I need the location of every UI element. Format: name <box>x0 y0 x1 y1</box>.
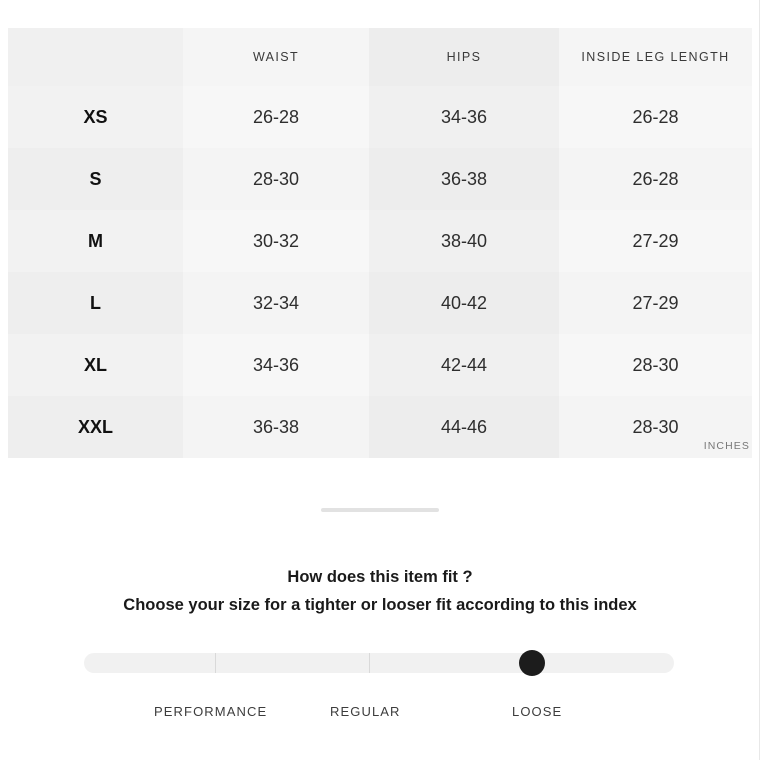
cell-hips: 40-42 <box>369 272 559 334</box>
column-header-size <box>8 28 183 86</box>
column-header-waist: WAIST <box>183 28 369 86</box>
cell-hips: 34-36 <box>369 86 559 148</box>
column-header-hips: HIPS <box>369 28 559 86</box>
fit-slider-tick-1 <box>215 653 216 673</box>
cell-waist: 32-34 <box>183 272 369 334</box>
cell-inside-leg-length: 26-28 <box>559 86 752 148</box>
cell-waist: 34-36 <box>183 334 369 396</box>
column-header-inside-leg-length: INSIDE LEG LENGTH <box>559 28 752 86</box>
cell-inside-leg-length: 27-29 <box>559 210 752 272</box>
fit-option-regular[interactable]: REGULAR <box>330 704 401 719</box>
cell-size: S <box>8 148 183 210</box>
cell-size: XXL <box>8 396 183 458</box>
table-row <box>8 334 752 396</box>
cell-hips: 42-44 <box>369 334 559 396</box>
fit-question-heading: How does this item fit ? <box>287 568 473 586</box>
fit-slider-track[interactable] <box>84 653 674 673</box>
cell-hips: 44-46 <box>369 396 559 458</box>
cell-inside-leg-length: 27-29 <box>559 272 752 334</box>
cell-size: XS <box>8 86 183 148</box>
fit-slider-tick-2 <box>369 653 370 673</box>
fit-option-performance[interactable]: PERFORMANCE <box>154 704 268 719</box>
cell-size: XL <box>8 334 183 396</box>
cell-waist: 28-30 <box>183 148 369 210</box>
cell-size: M <box>8 210 183 272</box>
measurement-unit-note: INCHES <box>703 440 750 452</box>
table-row <box>8 148 752 210</box>
cell-inside-leg-length: 26-28 <box>559 148 752 210</box>
fit-slider[interactable] <box>84 650 674 676</box>
fit-option-loose[interactable]: LOOSE <box>512 704 563 719</box>
section-divider <box>321 508 439 512</box>
table-row <box>8 396 752 458</box>
cell-hips: 38-40 <box>369 210 559 272</box>
fit-slider-knob[interactable] <box>519 650 545 676</box>
fit-instruction-text: Choose your size for a tighter or looser fit according to this index <box>123 596 637 614</box>
size-chart-table <box>8 28 752 458</box>
table-row <box>8 86 752 148</box>
table-row <box>8 210 752 272</box>
cell-inside-leg-length: 28-30 <box>559 334 752 396</box>
cell-waist: 26-28 <box>183 86 369 148</box>
cell-waist: 36-38 <box>183 396 369 458</box>
fit-slider-labels <box>0 704 760 724</box>
cell-waist: 30-32 <box>183 210 369 272</box>
cell-hips: 36-38 <box>369 148 559 210</box>
table-row <box>8 272 752 334</box>
cell-size: L <box>8 272 183 334</box>
cell-inside-leg-length: 28-30 <box>559 396 752 458</box>
table-header-row <box>8 28 752 86</box>
